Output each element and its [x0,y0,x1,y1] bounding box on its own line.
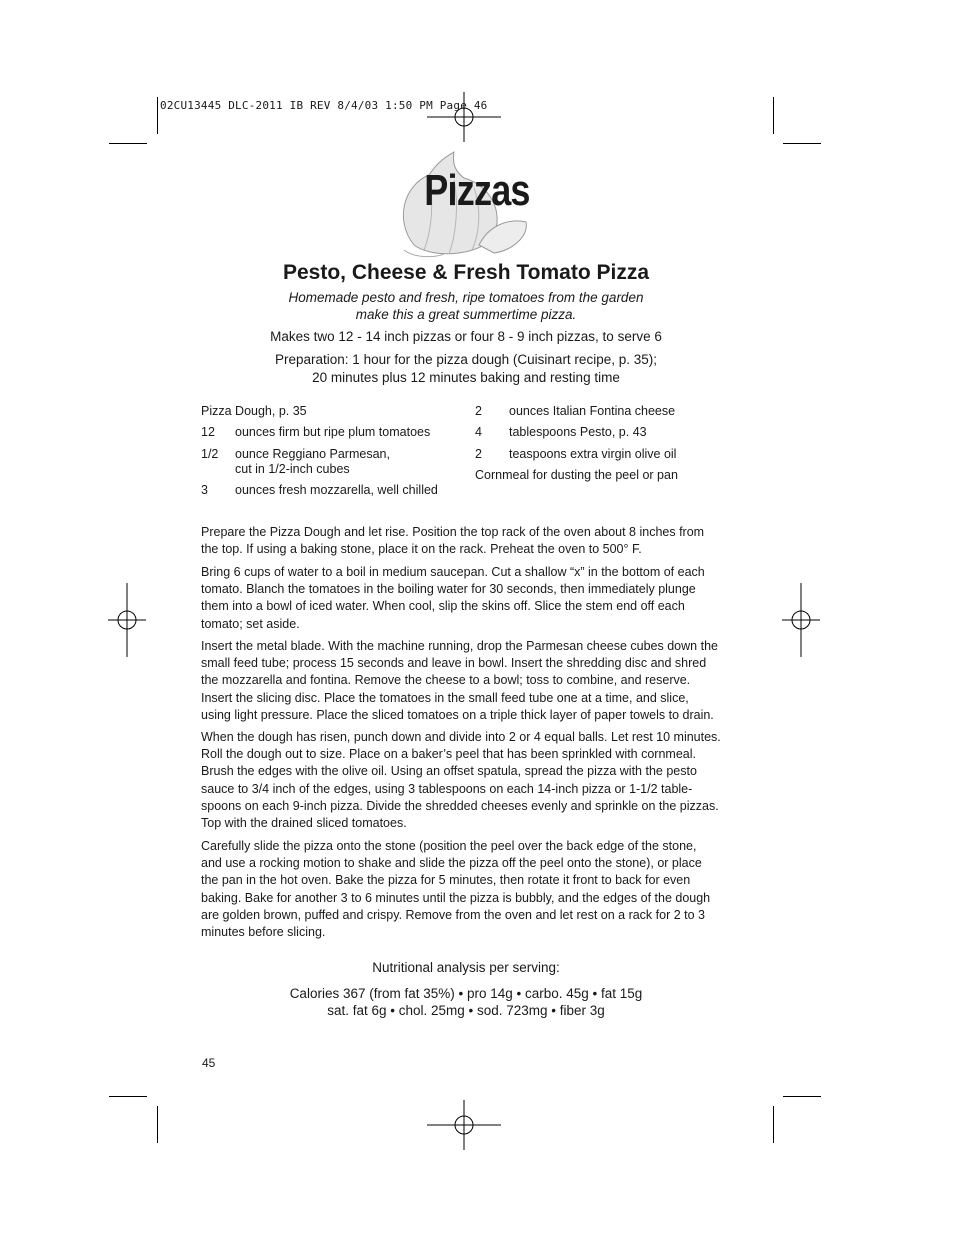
paragraph-line: minutes before slicing. [201,925,326,940]
registration-mark-top [427,80,501,154]
crop-mark [157,1106,158,1143]
paragraph-line: When the dough has risen, punch down and divide into 2 or 4 equal balls. Let rest 10 minutes. [201,730,721,744]
paragraph-line: Prepare the Pizza Dough and let rise. Position the top rack of the oven about 8 inches from [201,525,705,539]
crop-mark [773,1106,774,1143]
ingredient-text-continued: cut in 1/2-inch cubes [235,462,350,476]
ingredient-quantity: 3 [201,483,208,497]
crop-mark [773,97,774,134]
ingredient-quantity: 4 [475,425,482,439]
ingredient-text: ounces Italian Fontina cheese [509,404,676,418]
ingredient-text: teaspoons extra virgin olive oil [509,447,677,461]
paragraph-line: tomato; set aside. [201,616,300,631]
print-slug: 02CU13445 DLC-2011 IB REV 8/4/03 1:50 PM Page 46 [160,99,488,112]
recipe-subtitle [0,289,932,323]
registration-mark-right [764,583,838,657]
paragraph-line: the top. If using a baking stone, place it on the rack. Preheat the oven to 500° F. [201,542,642,557]
paragraph-line: using light pressure. Place the sliced tomatoes on a triple thick layer of paper towels to drain. [201,707,714,722]
page-number: 45 [202,1056,216,1070]
method-paragraph [201,638,735,724]
ingredient-quantity: 12 [201,425,215,439]
crop-mark [783,143,821,144]
prep-line: Preparation: 1 hour for the pizza dough (Cuisinart recipe, p. 35); [275,352,657,367]
crop-mark [157,97,158,134]
paragraph-line: are golden brown, puffed and crispy. Remove from the oven and let rest on a rack for 2 to 3 [201,907,705,922]
paragraph-line: Insert the slicing disc. Place the tomatoes in the small feed tube one at a time, and slice, [201,690,689,705]
crop-mark [783,1096,821,1097]
method-paragraph [201,564,735,633]
ingredient-text: Pizza Dough, p. 35 [201,404,307,418]
paragraph-line: Insert the metal blade. With the machine running, drop the Parmesan cheese cubes down the [201,639,718,653]
paragraph-line: tomato. Blanch the tomatoes in the boiling water for 30 seconds, then immediately plunge [201,582,696,597]
ingredient-quantity: 2 [475,404,482,418]
paragraph-line: small feed tube; process 15 seconds and leave in bowl. Insert the shredding disc and shred [201,656,707,671]
prep-line: 20 minutes plus 12 minutes baking and resting time [312,370,620,385]
method-paragraph [201,838,735,941]
crop-mark [109,143,147,144]
nutrition-line: sat. fat 6g • chol. 25mg • sod. 723mg • fiber 3g [327,1003,605,1018]
recipe-yield: Makes two 12 - 14 inch pizzas or four 8 - 9 inch pizzas, to serve 6 [270,329,662,344]
ingredient-text: tablespoons Pesto, p. 43 [509,425,647,439]
paragraph-line: and use a rocking motion to shake and slide the pizza off the peel onto the stone), or place [201,856,702,871]
recipe-preparation-time [0,351,932,387]
recipe-title: Pesto, Cheese & Fresh Tomato Pizza [282,261,650,284]
nutrition-facts [0,985,932,1019]
nutrition-line: Calories 367 (from fat 35%) • pro 14g • carbo. 45g • fat 15g [289,986,643,1001]
chapter-title: Pizzas [424,166,530,215]
crop-mark [109,1096,147,1097]
ingredient-text: ounces firm but ripe plum tomatoes [235,425,431,439]
ingredient-quantity: 1/2 [201,447,219,461]
ingredient-quantity: 2 [475,447,482,461]
paragraph-line: Carefully slide the pizza onto the stone (position the peel over the back edge of the stone, [201,839,697,853]
paragraph-line: them into a bowl of iced water. When cool, slip the skins off. Slice the stem end off each [201,599,685,614]
ingredient-text: ounce Reggiano Parmesan, [235,447,390,461]
registration-mark-left [90,583,164,657]
paragraph-line: baking. Bake for another 3 to 6 minutes until the pizza is bubbly, and the edges of the dough [201,890,711,905]
paragraph-line: Brush the edges with the olive oil. Using an offset spatula, spread the pizza with the pesto [201,764,697,779]
subtitle-line: Homemade pesto and fresh, ripe tomatoes from the garden [288,290,644,305]
nutrition-heading: Nutritional analysis per serving: [372,960,560,975]
method-paragraph [201,729,735,832]
paragraph-line: Bring 6 cups of water to a boil in medium saucepan. Cut a shallow “x” in the bottom of each [201,565,705,579]
paragraph-line: Top with the drained sliced tomatoes. [201,816,407,831]
method-paragraph [201,524,735,558]
paragraph-line: sauce to 3/4 inch of the edges, using 3 tablespoons on each 14-inch pizza or 1-1/2 table- [201,781,693,796]
paragraph-line: spoons on each 9-inch pizza. Divide the shredded cheeses evenly and sprinkle on the pizzas. [201,798,719,813]
paragraph-line: the pan in the hot oven. Bake the pizza for 5 minutes, then rotate it front to back for even [201,873,691,888]
paragraph-line: Roll the dough out to size. Place on a baker’s peel that has been sprinkled with cornmeal. [201,747,696,762]
registration-mark-bottom [427,1088,501,1162]
subtitle-line: make this a great summertime pizza. [355,307,577,322]
ingredient-text: ounces fresh mozzarella, well chilled [235,483,438,497]
paragraph-line: the mozzarella and fontina. Remove the cheese to a bowl; toss to combine, and reserve. [201,673,691,688]
ingredient-text: Cornmeal for dusting the peel or pan [475,468,678,482]
